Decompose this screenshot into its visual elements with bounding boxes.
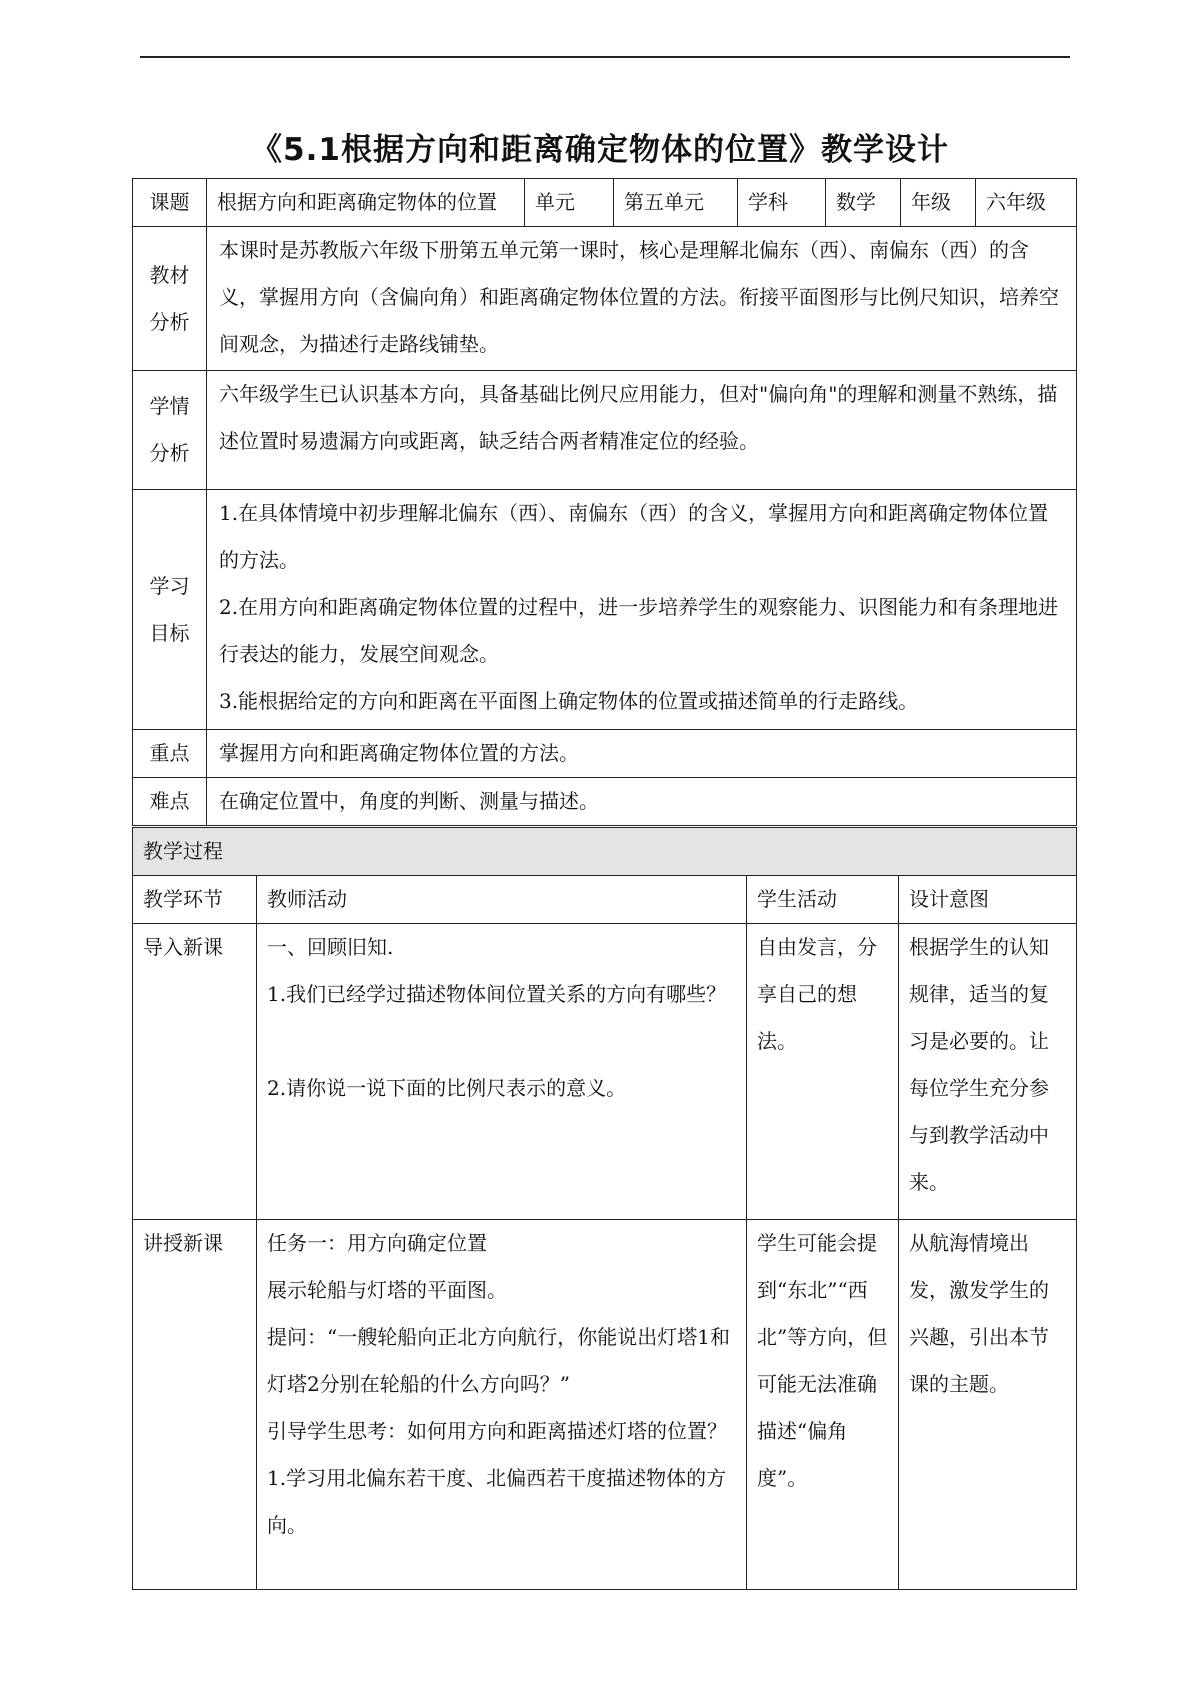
teacher-line: 任务一：用方向确定位置 [267, 1231, 487, 1255]
info-row-student [133, 371, 1077, 490]
design-intent-cell: 根据学生的认知规律，适当的复习是必要的。让每位学生充分参与到教学活动中来。 [899, 924, 1077, 1220]
material-label: 教材分析 [133, 227, 207, 371]
key-label: 重点 [133, 730, 207, 778]
info-row-key [133, 730, 1077, 778]
teacher-activity-cell [257, 1220, 747, 1590]
process-row-intro [133, 924, 1077, 1220]
subject-value: 数学 [826, 179, 901, 227]
col-header-stage: 教学环节 [133, 876, 257, 924]
unit-label: 单元 [525, 179, 614, 227]
info-table [132, 178, 1077, 826]
student-activity-cell: 自由发言，分享自己的想法。 [747, 924, 899, 1220]
process-column-header-row [133, 876, 1077, 924]
goals-label: 学习目标 [133, 490, 207, 730]
difficulty-label: 难点 [133, 778, 207, 826]
teacher-line: 1.我们已经学过描述物体间位置关系的方向有哪些？ [267, 982, 727, 1006]
material-text: 本课时是苏教版六年级下册第五单元第一课时，核心是理解北偏东（西）、南偏东（西）的含义，掌握用方向（含偏向角）和距离确定物体位置的方法。衔接平面图形与比例尺知识，培养空间观念，为描述行走路线铺垫。 [207, 227, 1077, 371]
grade-value: 六年级 [976, 179, 1077, 227]
key-text: 掌握用方向和距离确定物体位置的方法。 [207, 730, 1077, 778]
teacher-line: 引导学生思考：如何用方向和距离描述灯塔的位置？ [267, 1419, 727, 1443]
process-row-teaching [133, 1220, 1077, 1590]
stage-cell: 讲授新课 [133, 1220, 257, 1590]
student-text: 六年级学生已认识基本方向，具备基础比例尺应用能力，但对"偏向角"的理解和测量不熟练，描述位置时易遗漏方向或距离，缺乏结合两者精准定位的经验。 [207, 371, 1077, 490]
design-intent-cell: 从航海情境出发，激发学生的兴趣，引出本节课的主题。 [899, 1220, 1077, 1590]
unit-value: 第五单元 [614, 179, 738, 227]
teacher-line: 一、回顾旧知. [267, 935, 394, 959]
document-title: 《5.1根据方向和距离确定物体的位置》教学设计 [251, 132, 949, 168]
process-heading-row [133, 828, 1077, 876]
info-row-goals [133, 490, 1077, 730]
student-activity-cell: 学生可能会提到“东北”“西北”等方向，但可能无法准确描述“偏角度”。 [747, 1220, 899, 1590]
goal-item-1: 1.在具体情境中初步理解北偏东（西）、南偏东（西）的含义，掌握用方向和距离确定物体位置的方法。 [219, 501, 1049, 572]
col-header-teacher: 教师活动 [257, 876, 747, 924]
teacher-activity-cell [257, 924, 747, 1220]
info-row-topic [133, 179, 1077, 227]
col-header-intent: 设计意图 [899, 876, 1077, 924]
teacher-line: 提问：“一艘轮船向正北方向航行，你能说出灯塔1和灯塔2分别在轮船的什么方向吗？” [267, 1325, 730, 1396]
subject-label: 学科 [738, 179, 826, 227]
teacher-line: 2.请你说一说下面的比例尺表示的意义。 [267, 1076, 627, 1100]
teacher-line: 1.学习用北偏东若干度、北偏西若干度描述物体的方向。 [267, 1466, 727, 1537]
stage-cell: 导入新课 [133, 924, 257, 1220]
goal-item-3: 3.能根据给定的方向和距离在平面图上确定物体的位置或描述简单的行走路线。 [219, 689, 919, 713]
header-rule [140, 56, 1070, 58]
goals-cell [207, 490, 1077, 730]
student-label: 学情分析 [133, 371, 207, 490]
goal-item-2: 2.在用方向和距离确定物体位置的过程中，进一步培养学生的观察能力、识图能力和有条理地进行表达的能力，发展空间观念。 [219, 595, 1059, 666]
topic-label: 课题 [133, 179, 207, 227]
topic-value: 根据方向和距离确定物体的位置 [207, 179, 525, 227]
col-header-student: 学生活动 [747, 876, 899, 924]
process-table [132, 827, 1077, 1590]
difficulty-text: 在确定位置中，角度的判断、测量与描述。 [207, 778, 1077, 826]
process-heading: 教学过程 [133, 828, 1077, 876]
info-row-material [133, 227, 1077, 371]
blank-line [267, 1018, 736, 1065]
info-row-difficulty [133, 778, 1077, 826]
teacher-line: 展示轮船与灯塔的平面图。 [267, 1278, 507, 1302]
grade-label: 年级 [901, 179, 976, 227]
